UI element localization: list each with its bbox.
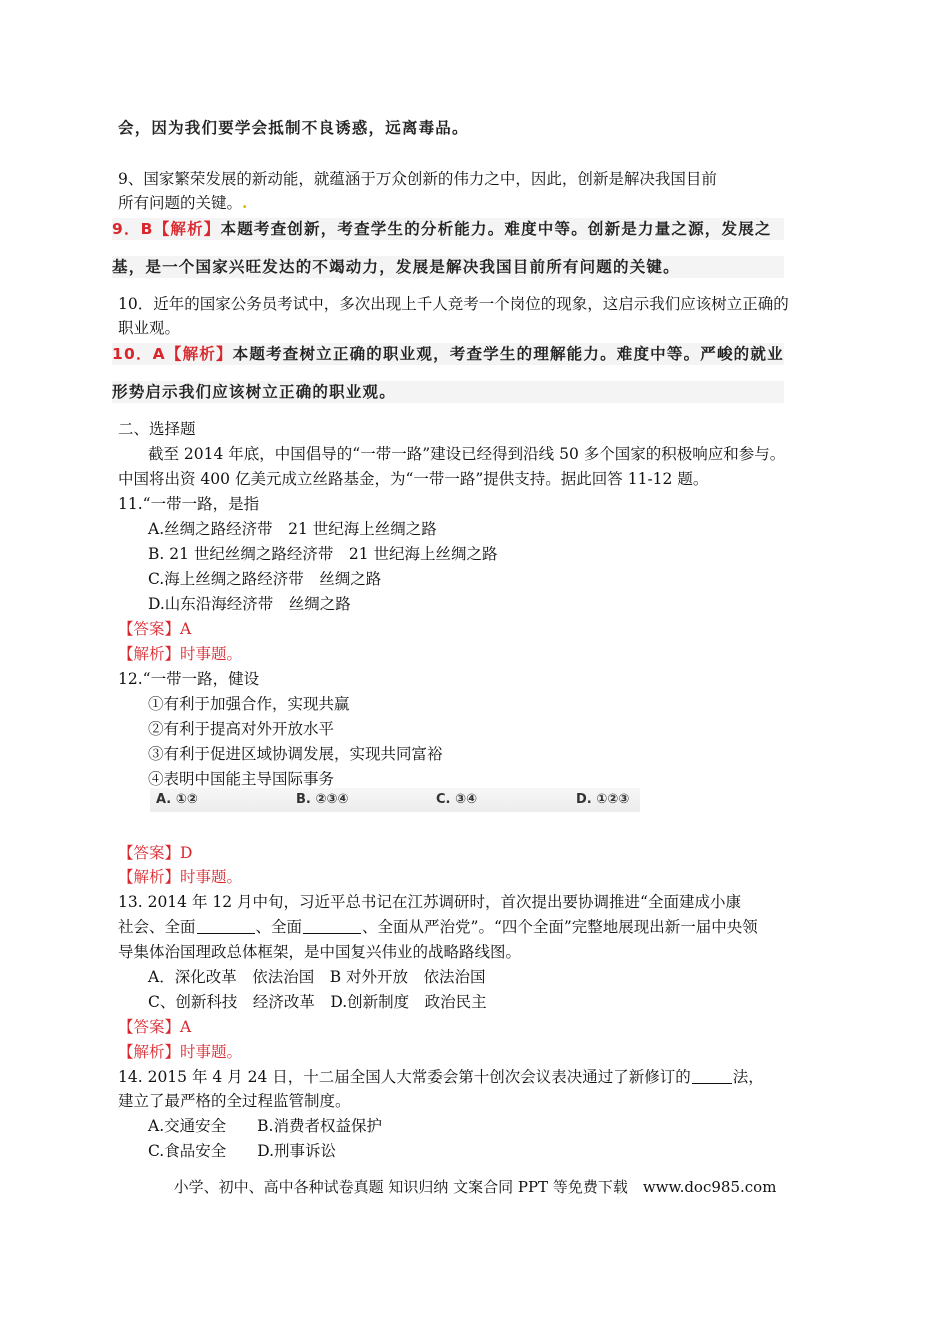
q14-text-a: 14. 2015 年 4 月 24 日，十二届全国人大常委会第十创次会议表决通过了新修订的 — [118, 1068, 691, 1086]
q9-stem-line2 — [118, 193, 247, 213]
q12-statement-1: ①有利于加强合作，实现共赢 — [148, 695, 350, 713]
q12-analysis: 【解析】时事题。 — [118, 868, 243, 886]
q12-choice-d: D. ①②③ — [576, 792, 630, 807]
q9-analysis-line1 — [112, 218, 784, 240]
q10-answer-label: 10．A【解析】 — [112, 345, 233, 363]
q8-analysis-tail: 会，因为我们要学会抵制不良诱惑，远离毒品。 — [118, 119, 469, 137]
section2-intro-line1: 截至 2014 年底，中国倡导的“一带一路”建设已经得到沿线 50 多个国家的积极响应和参与。 — [148, 445, 786, 463]
section2-intro-line2: 中国将出资 400 亿美元成立丝路基金，为“一带一路”提供支持。据此回答 11-12 题。 — [118, 470, 709, 488]
q12-choices-strip — [150, 788, 640, 812]
q10-stem-line2: 职业观。 — [118, 319, 181, 337]
q9-mark: . — [242, 193, 248, 212]
q9-stem-text: 所有问题的关键。 — [118, 194, 243, 212]
q12-statement-3: ③有利于促进区域协调发展，实现共同富裕 — [148, 745, 443, 763]
q14-blank — [692, 1069, 732, 1084]
q11-option-b: B. 21 世纪丝绸之路经济带 21 世纪海上丝绸之路 — [148, 545, 498, 563]
q10-analysis-line1 — [112, 343, 784, 365]
q13-blank-2 — [303, 919, 361, 934]
q9-stem-line1: 9、国家繁荣发展的新动能，就蕴涵于万众创新的伟力之中，因此，创新是解决我国目前 — [118, 170, 717, 188]
q12-statement-4: ④表明中国能主导国际事务 — [148, 770, 335, 788]
q14-options-line2: C.食品安全 D.刑事诉讼 — [148, 1142, 337, 1160]
q9-analysis-text1: 本题考查创新，考查学生的分析能力。难度中等。创新是力量之源，发展之 — [220, 220, 772, 238]
q13-text-c: 、全面从严治党”。“四个全面”完整地展现出新一届中央领 — [362, 918, 758, 936]
q13-stem-line2 — [118, 917, 758, 937]
q10-analysis-text1: 本题考查树立正确的职业观，考查学生的理解能力。难度中等。严峻的就业 — [232, 345, 784, 363]
q13-blank-1 — [197, 919, 255, 934]
q13-options-line1: A．深化改革 依法治国 B 对外开放 依法治国 — [148, 968, 486, 986]
q11-option-d: D.山东沿海经济带 丝绸之路 — [148, 595, 351, 613]
q10-analysis-line2: 形势启示我们应该树立正确的职业观。 — [112, 381, 784, 403]
q12-answer: 【答案】D — [118, 844, 193, 862]
q12-stem: 12.“一带一路，健设 — [118, 670, 260, 688]
q11-answer: 【答案】A — [118, 620, 192, 638]
q11-stem: 11.“一带一路，是指 — [118, 495, 260, 513]
q13-text-a: 社会、全面 — [118, 918, 196, 936]
q11-option-a: A.丝绸之路经济带 21 世纪海上丝绸之路 — [148, 520, 437, 538]
q13-analysis: 【解析】时事题。 — [118, 1043, 243, 1061]
q12-statement-2: ②有利于提高对外开放水平 — [148, 720, 335, 738]
q10-stem-line1: 10．近年的国家公务员考试中，多次出现上千人竞考一个岗位的现象，这启示我们应该树立正确的 — [118, 295, 789, 313]
q11-option-c: C.海上丝绸之路经济带 丝绸之路 — [148, 570, 382, 588]
q11-analysis: 【解析】时事题。 — [118, 645, 243, 663]
q14-stem-line1 — [118, 1067, 764, 1087]
q9-analysis-line2: 基，是一个国家兴旺发达的不竭动力，发展是解决我国目前所有问题的关键。 — [112, 256, 784, 278]
q14-options-line1: A.交通安全 B.消费者权益保护 — [148, 1117, 382, 1135]
q14-text-b: 法， — [732, 1068, 764, 1086]
q13-options-line2: C、创新科技 经济改革 D.创新制度 政治民主 — [148, 993, 487, 1011]
q13-text-b: 、全面 — [255, 918, 303, 936]
page-footer: 小学、初中、高中各种试卷真题 知识归纳 文案合同 PPT 等免费下载 www.doc985.com — [173, 1178, 777, 1196]
q13-answer: 【答案】A — [118, 1018, 192, 1036]
q14-stem-line2: 建立了最严格的全过程监管制度。 — [118, 1092, 351, 1110]
q13-stem-line3: 导集体治国理政总体框架，是中国复兴伟业的战略路线图。 — [118, 943, 522, 961]
q13-stem-line1: 13. 2014 年 12 月中旬，习近平总书记在江苏调研时，首次提出要协调推进“全面建成小康 — [118, 893, 741, 911]
q9-answer-label: 9．B【解析】 — [112, 220, 221, 238]
q12-choice-a: A. ①② — [156, 792, 198, 807]
q12-choice-b: B. ②③④ — [296, 792, 349, 807]
section2-title: 二、选择题 — [118, 420, 196, 438]
q12-choice-c: C. ③④ — [436, 792, 478, 807]
